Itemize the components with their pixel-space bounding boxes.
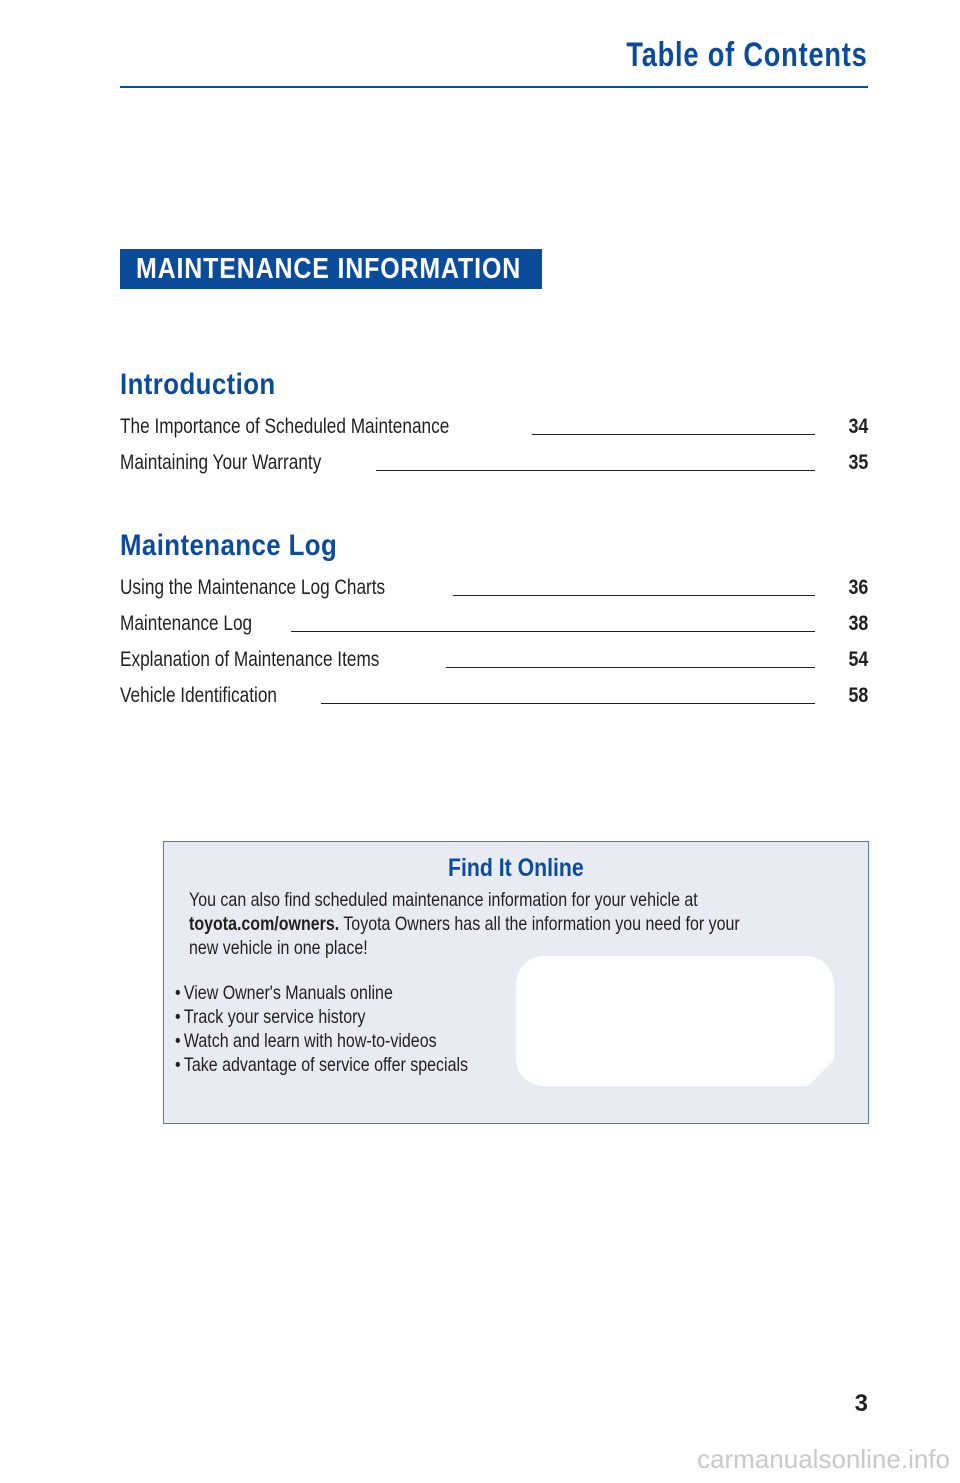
page-header-title: Table of Contents [626,36,868,74]
header-rule [120,86,868,88]
find-it-online-box [163,841,869,1124]
toc-entry[interactable] [120,648,868,672]
toc-entry-label: Maintenance Log [120,612,253,635]
group-title-maintenance-log: Maintenance Log [120,529,338,562]
toyota-owners-link[interactable]: toyota.com/owners. [189,913,340,935]
toc-entry-label: Vehicle Identification [120,684,278,707]
toc-leader-line [376,470,815,471]
page-number: 3 [854,1390,868,1417]
toc-leader-line [321,703,814,704]
list-item: • Watch and learn with how-to-videos [175,1029,585,1053]
toc-leader-line [453,595,814,596]
toc-leader-line [446,667,814,668]
toc-entry[interactable] [120,612,868,636]
toc-entry-label: Explanation of Maintenance Items [120,648,380,671]
intro-line-1: You can also find scheduled maintenance information for your vehicle at [189,889,698,911]
list-item: • Take advantage of service offer specials [175,1053,585,1077]
toc-entry-page: 38 [848,612,868,635]
toc-entry-page: 36 [848,576,868,599]
toc-leader-line [532,434,815,435]
intro-line-3: new vehicle in one place! [189,937,368,959]
toc-entry[interactable] [120,415,868,439]
list-item: • View Owner's Manuals online [175,981,585,1005]
toc-entry[interactable] [120,576,868,600]
intro-line-2 [189,912,829,936]
device-image-placeholder [516,956,834,1086]
toc-entry-label: The Importance of Scheduled Maintenance [120,415,450,438]
watermark-text: carmanualsonline.info [697,1444,950,1474]
intro-line-2-text: Toyota Owners has all the information you need for your [339,913,740,935]
find-it-online-title [164,854,868,883]
section-banner [120,249,542,289]
group-title-introduction: Introduction [120,368,276,401]
toc-entry-page: 54 [848,648,868,671]
find-it-online-title-text: Find It Online [448,854,584,882]
toc-leader-line [291,631,815,632]
toc-entry-page: 35 [848,451,868,474]
toc-entry-page: 58 [848,684,868,707]
toc-entry[interactable] [120,684,868,708]
toc-entry-page: 34 [848,415,868,438]
find-it-online-intro [189,888,829,960]
toc-entry[interactable] [120,451,868,475]
toc-entry-label: Maintaining Your Warranty [120,451,322,474]
section-banner-title: MAINTENANCE INFORMATION [136,252,522,285]
toc-entry-label: Using the Maintenance Log Charts [120,576,386,599]
list-item: • Track your service history [175,1005,585,1029]
